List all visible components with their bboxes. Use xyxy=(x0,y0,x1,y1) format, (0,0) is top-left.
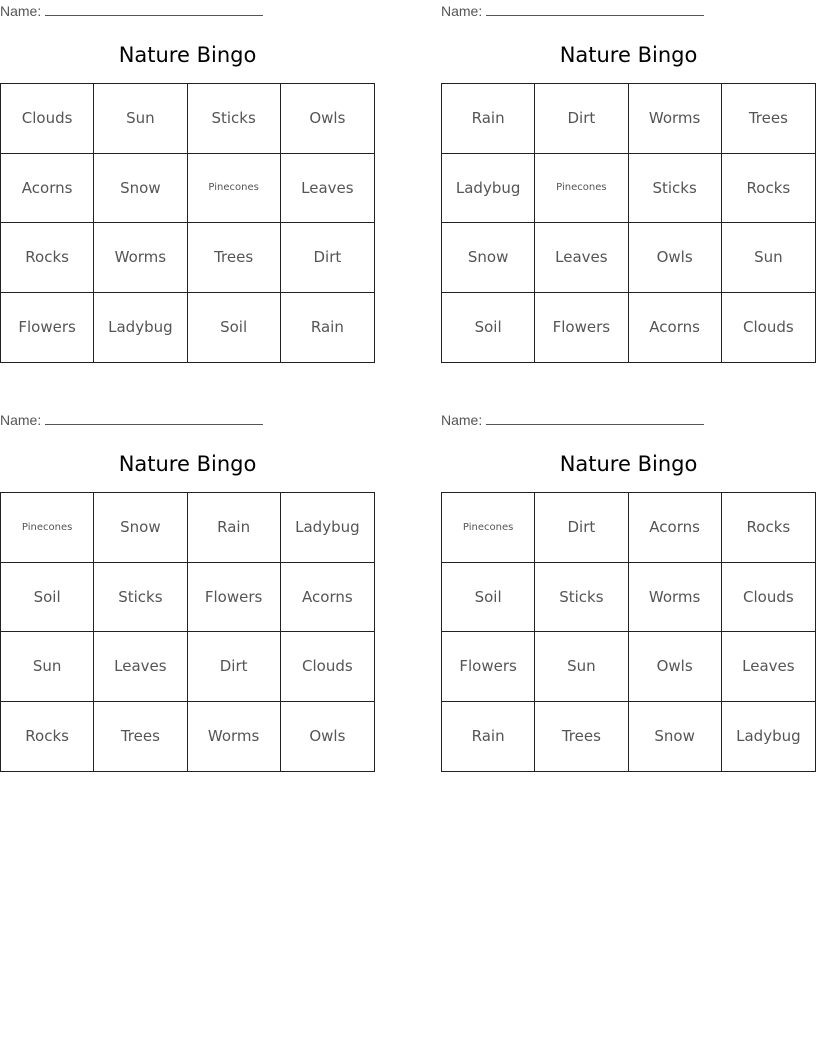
bingo-cell[interactable]: Acorns xyxy=(1,154,94,224)
bingo-cell[interactable]: Pinecones xyxy=(442,493,535,563)
bingo-cell[interactable]: Soil xyxy=(1,563,94,633)
bingo-cell[interactable]: Acorns xyxy=(629,293,722,363)
bingo-cell[interactable]: Trees xyxy=(188,223,281,293)
bingo-cell[interactable]: Rain xyxy=(188,493,281,563)
bingo-cell[interactable]: Clouds xyxy=(743,318,794,337)
bingo-cell[interactable]: Leaves xyxy=(535,223,628,293)
name-underline[interactable] xyxy=(45,411,263,425)
bingo-cell[interactable]: Ladybug xyxy=(281,493,374,563)
bingo-cell[interactable]: Pinecones xyxy=(188,154,281,224)
bingo-cell[interactable]: Acorns xyxy=(281,563,374,633)
bingo-cell[interactable]: Dirt xyxy=(535,84,628,154)
bingo-cell[interactable]: Owls xyxy=(629,223,722,293)
name-underline[interactable] xyxy=(486,411,704,425)
bingo-cell[interactable]: Pinecones xyxy=(1,493,94,563)
bingo-cell[interactable]: Rain xyxy=(310,318,344,337)
bingo-card-4 xyxy=(441,409,816,781)
card-title: Nature Bingo xyxy=(118,43,257,67)
name-underline[interactable] xyxy=(486,2,704,16)
bingo-cell[interactable]: Flowers xyxy=(1,293,94,363)
bingo-cell[interactable]: Ladybug xyxy=(736,727,801,746)
bingo-cell[interactable]: Worms xyxy=(188,702,281,772)
name-label: Name: xyxy=(441,3,483,19)
bingo-cell[interactable]: Leaves xyxy=(94,632,187,702)
card-title: Nature Bingo xyxy=(559,452,698,476)
bingo-cell[interactable]: Flowers xyxy=(442,632,535,702)
bingo-grid xyxy=(441,492,816,772)
bingo-cell[interactable]: Sun xyxy=(722,223,815,293)
bingo-cell[interactable]: Sun xyxy=(535,632,628,702)
bingo-grid xyxy=(0,83,375,363)
name-label: Name: xyxy=(441,412,483,428)
bingo-cell[interactable]: Leaves xyxy=(281,154,374,224)
bingo-cell[interactable]: Owls xyxy=(629,632,722,702)
bingo-cell[interactable]: Owls xyxy=(281,84,374,154)
name-label: Name: xyxy=(0,3,42,19)
bingo-cell[interactable]: Rocks xyxy=(1,223,94,293)
card-title: Nature Bingo xyxy=(118,452,257,476)
bingo-cell[interactable]: Clouds xyxy=(722,563,815,633)
bingo-cell[interactable]: Worms xyxy=(629,563,722,633)
bingo-cell[interactable]: Rain xyxy=(442,84,535,154)
bingo-cell[interactable]: Sticks xyxy=(94,563,187,633)
name-field[interactable] xyxy=(0,2,270,20)
bingo-cell[interactable]: Sticks xyxy=(629,154,722,224)
bingo-card-3 xyxy=(0,409,375,781)
bingo-cell[interactable]: Sun xyxy=(94,84,187,154)
bingo-cell[interactable]: Flowers xyxy=(535,293,628,363)
bingo-grid xyxy=(441,83,816,363)
bingo-cell[interactable]: Trees xyxy=(722,84,815,154)
bingo-cell[interactable]: Dirt xyxy=(188,632,281,702)
bingo-cell[interactable]: Leaves xyxy=(722,632,815,702)
bingo-grid xyxy=(0,492,375,772)
bingo-cell[interactable]: Sticks xyxy=(535,563,628,633)
bingo-cell[interactable]: Dirt xyxy=(281,223,374,293)
bingo-cell[interactable]: Rocks xyxy=(722,154,815,224)
bingo-cell[interactable]: Snow xyxy=(94,493,187,563)
card-title: Nature Bingo xyxy=(559,43,698,67)
bingo-cell[interactable]: Worms xyxy=(94,223,187,293)
bingo-cell[interactable]: Rocks xyxy=(1,702,94,772)
bingo-cell[interactable]: Ladybug xyxy=(442,154,535,224)
bingo-cell[interactable]: Rain xyxy=(442,702,535,772)
bingo-cell[interactable]: Trees xyxy=(535,702,628,772)
bingo-cell[interactable]: Rocks xyxy=(722,493,815,563)
name-field[interactable] xyxy=(0,411,270,429)
bingo-cell[interactable]: Snow xyxy=(629,702,722,772)
bingo-cell[interactable]: Soil xyxy=(188,293,281,363)
bingo-cell[interactable]: Ladybug xyxy=(94,293,187,363)
bingo-cell[interactable]: Clouds xyxy=(281,632,374,702)
name-label: Name: xyxy=(0,412,42,428)
bingo-cell[interactable]: Snow xyxy=(94,154,187,224)
bingo-cell[interactable]: Sticks xyxy=(188,84,281,154)
bingo-card-1 xyxy=(0,0,375,372)
bingo-cell[interactable]: Pinecones xyxy=(535,154,628,224)
bingo-cell[interactable]: Trees xyxy=(94,702,187,772)
bingo-cell[interactable]: Flowers xyxy=(188,563,281,633)
name-field[interactable] xyxy=(441,2,711,20)
bingo-cell[interactable]: Soil xyxy=(442,293,535,363)
bingo-cell[interactable]: Soil xyxy=(442,563,535,633)
bingo-cell[interactable]: Owls xyxy=(309,727,346,746)
bingo-cell[interactable]: Acorns xyxy=(629,493,722,563)
bingo-cell[interactable]: Dirt xyxy=(535,493,628,563)
bingo-card-2 xyxy=(441,0,816,372)
bingo-cell[interactable]: Snow xyxy=(442,223,535,293)
name-field[interactable] xyxy=(441,411,711,429)
bingo-cell[interactable]: Clouds xyxy=(1,84,94,154)
name-underline[interactable] xyxy=(45,2,263,16)
bingo-cell[interactable]: Sun xyxy=(1,632,94,702)
bingo-cell[interactable]: Worms xyxy=(629,84,722,154)
